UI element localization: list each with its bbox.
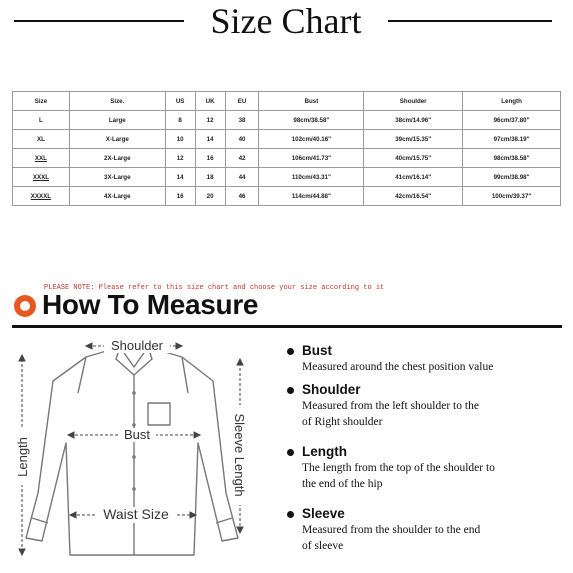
table-cell: 40cm/15.75": [364, 149, 463, 168]
table-cell: XXXXL: [13, 187, 70, 206]
sleeve-length-label: Sleeve Length: [232, 413, 247, 497]
table-cell: 12: [165, 149, 195, 168]
table-cell: 20: [195, 187, 225, 206]
table-cell: 10: [165, 130, 195, 149]
bullet-icon: [287, 511, 294, 518]
table-cell: 40: [225, 130, 259, 149]
target-icon: [14, 295, 36, 317]
section-divider: [12, 325, 562, 328]
table-cell: 12: [195, 111, 225, 130]
shoulder-description-line-2: of Right shoulder: [302, 416, 383, 428]
bullet-icon: [287, 348, 294, 355]
length-label: Length: [15, 437, 30, 477]
table-cell: XXL: [13, 149, 70, 168]
table-cell: 98cm/38.58": [259, 111, 364, 130]
shirt-illustration: [8, 333, 270, 569]
table-cell: XXXL: [13, 168, 70, 187]
please-note: PLEASE NOTE: Please refer to this size chart and choose your size according to it: [44, 284, 385, 292]
table-row: [13, 168, 561, 187]
table-cell: 44: [225, 168, 259, 187]
table-cell: 3X-Large: [69, 168, 165, 187]
table-cell: 14: [195, 130, 225, 149]
col-header-us: US: [165, 92, 195, 111]
list-item-sleeve: [286, 506, 480, 554]
table-cell: 38: [225, 111, 259, 130]
shoulder-description-line-1: Measured from the left shoulder to the: [302, 400, 479, 412]
sleeve-description-line-2: of sleeve: [302, 540, 344, 552]
table-cell: 46: [225, 187, 259, 206]
table-cell: L: [13, 111, 70, 130]
sleeve-heading: Sleeve: [302, 506, 345, 521]
shoulder-heading: Shoulder: [302, 382, 361, 397]
length-heading: Length: [302, 444, 347, 459]
table-cell: 97cm/38.19": [463, 130, 561, 149]
table-cell: 41cm/16.14": [364, 168, 463, 187]
size-table: [12, 91, 561, 206]
col-header-size-name: Size.: [69, 92, 165, 111]
table-cell: 39cm/15.35": [364, 130, 463, 149]
table-cell: X-Large: [69, 130, 165, 149]
shirt-measure-diagram: [8, 333, 270, 569]
list-item-bust: [286, 343, 493, 375]
table-cell: 96cm/37.80": [463, 111, 561, 130]
table-cell: 100cm/39.37": [463, 187, 561, 206]
table-row: [13, 149, 561, 168]
length-description-line-2: the end of the hip: [302, 478, 383, 490]
title-divider-right: [388, 20, 552, 22]
table-cell: 42cm/16.54": [364, 187, 463, 206]
col-header-uk: UK: [195, 92, 225, 111]
table-cell: 42: [225, 149, 259, 168]
title-divider-left: [14, 20, 184, 22]
col-header-bust: Bust: [259, 92, 364, 111]
table-row: [13, 111, 561, 130]
table-cell: 8: [165, 111, 195, 130]
col-header-eu: EU: [225, 92, 259, 111]
shoulder-label: Shoulder: [110, 338, 164, 353]
table-cell: 16: [165, 187, 195, 206]
table-cell: 98cm/38.58": [463, 149, 561, 168]
table-cell: 38cm/14.96": [364, 111, 463, 130]
bust-heading: Bust: [302, 343, 332, 358]
table-cell: 106cm/41.73": [259, 149, 364, 168]
size-table-header-row: [13, 92, 561, 111]
table-cell: 2X-Large: [69, 149, 165, 168]
table-cell: Large: [69, 111, 165, 130]
table-row: [13, 187, 561, 206]
col-header-shoulder: Shoulder: [364, 92, 463, 111]
table-cell: 4X-Large: [69, 187, 165, 206]
bullet-icon: [287, 387, 294, 394]
table-cell: 102cm/40.16": [259, 130, 364, 149]
table-cell: 114cm/44.88": [259, 187, 364, 206]
shirt-outline: [26, 347, 238, 555]
bullet-icon: [287, 449, 294, 456]
how-to-measure-title: How To Measure: [42, 289, 259, 320]
col-header-length: Length: [463, 92, 561, 111]
waist-size-label: Waist Size: [103, 506, 169, 522]
length-description-line-1: The length from the top of the shoulder to: [302, 462, 495, 474]
bust-label: Bust: [123, 427, 151, 442]
size-chart-title: Size Chart: [210, 1, 362, 41]
diagram-labels: [14, 338, 248, 523]
sleeve-description-line-1: Measured from the shoulder to the end: [302, 524, 481, 536]
size-chart-header: [0, 0, 573, 44]
col-header-size: Size: [13, 92, 70, 111]
table-cell: 14: [165, 168, 195, 187]
table-cell: 18: [195, 168, 225, 187]
table-row: [13, 130, 561, 149]
list-item-length: [286, 444, 495, 492]
measure-guides: [19, 343, 243, 555]
list-item-shoulder: [286, 382, 479, 430]
table-cell: 16: [195, 149, 225, 168]
table-cell: XL: [13, 130, 70, 149]
table-cell: 99cm/38.98": [463, 168, 561, 187]
table-cell: 110cm/43.31": [259, 168, 364, 187]
bust-description: Measured around the chest position value: [302, 361, 494, 373]
